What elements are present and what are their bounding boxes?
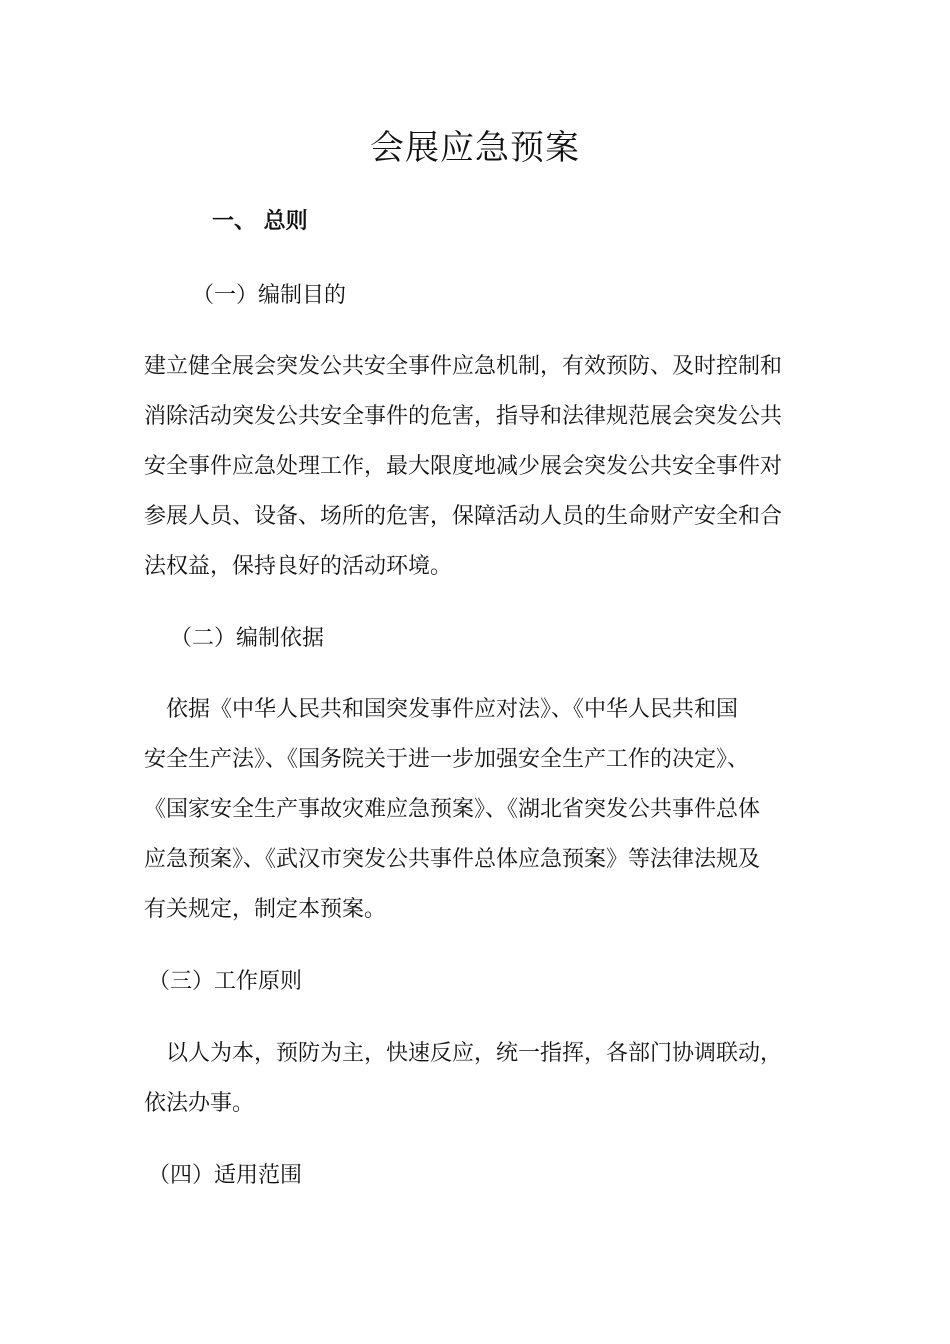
paragraph-line: 有关规定，制定本预案。: [144, 897, 387, 922]
document-title: 会展应急预案: [370, 128, 580, 168]
paragraph-line: 安全事件应急处理工作，最大限度地减少展会突发公共安全事件对: [144, 454, 783, 479]
paragraph-line: 应急预案》、《武汉市突发公共事件总体应急预案》等法律法规及: [144, 847, 761, 872]
paragraph-line: 依据《中华人民共和国突发事件应对法》、《中华人民共和国: [144, 697, 739, 722]
paragraph-line: 法权益，保持良好的活动环境。: [144, 554, 453, 579]
subsection-heading-scope: （四）适用范围: [148, 1163, 303, 1188]
paragraph-line: 《国家安全生产事故灾难应急预案》、《湖北省突发公共事件总体: [144, 797, 761, 822]
paragraph-line: 参展人员、设备、场所的危害，保障活动人员的生命财产安全和合: [144, 504, 783, 529]
paragraph-line: 以人为本，预防为主，快速反应，统一指挥，各部门协调联动，: [144, 1041, 783, 1066]
subsection-heading-purpose: （一）编制目的: [192, 283, 347, 308]
subsection-heading-principles: （三）工作原则: [148, 969, 303, 994]
paragraph-line: 消除活动突发公共安全事件的危害，指导和法律规范展会突发公共: [144, 404, 783, 429]
section-heading-general: 一、 总则: [212, 209, 308, 234]
subsection-heading-basis: （二）编制依据: [170, 626, 325, 651]
paragraph-basis: [144, 685, 804, 935]
paragraph-line: 建立健全展会突发公共安全事件应急机制，有效预防、及时控制和: [144, 354, 783, 379]
paragraph-principles: [144, 1029, 804, 1129]
paragraph-purpose: [144, 342, 804, 592]
paragraph-line: 安全生产法》、《国务院关于进一步加强安全生产工作的决定》、: [144, 747, 750, 772]
paragraph-line: 依法办事。: [144, 1091, 255, 1116]
